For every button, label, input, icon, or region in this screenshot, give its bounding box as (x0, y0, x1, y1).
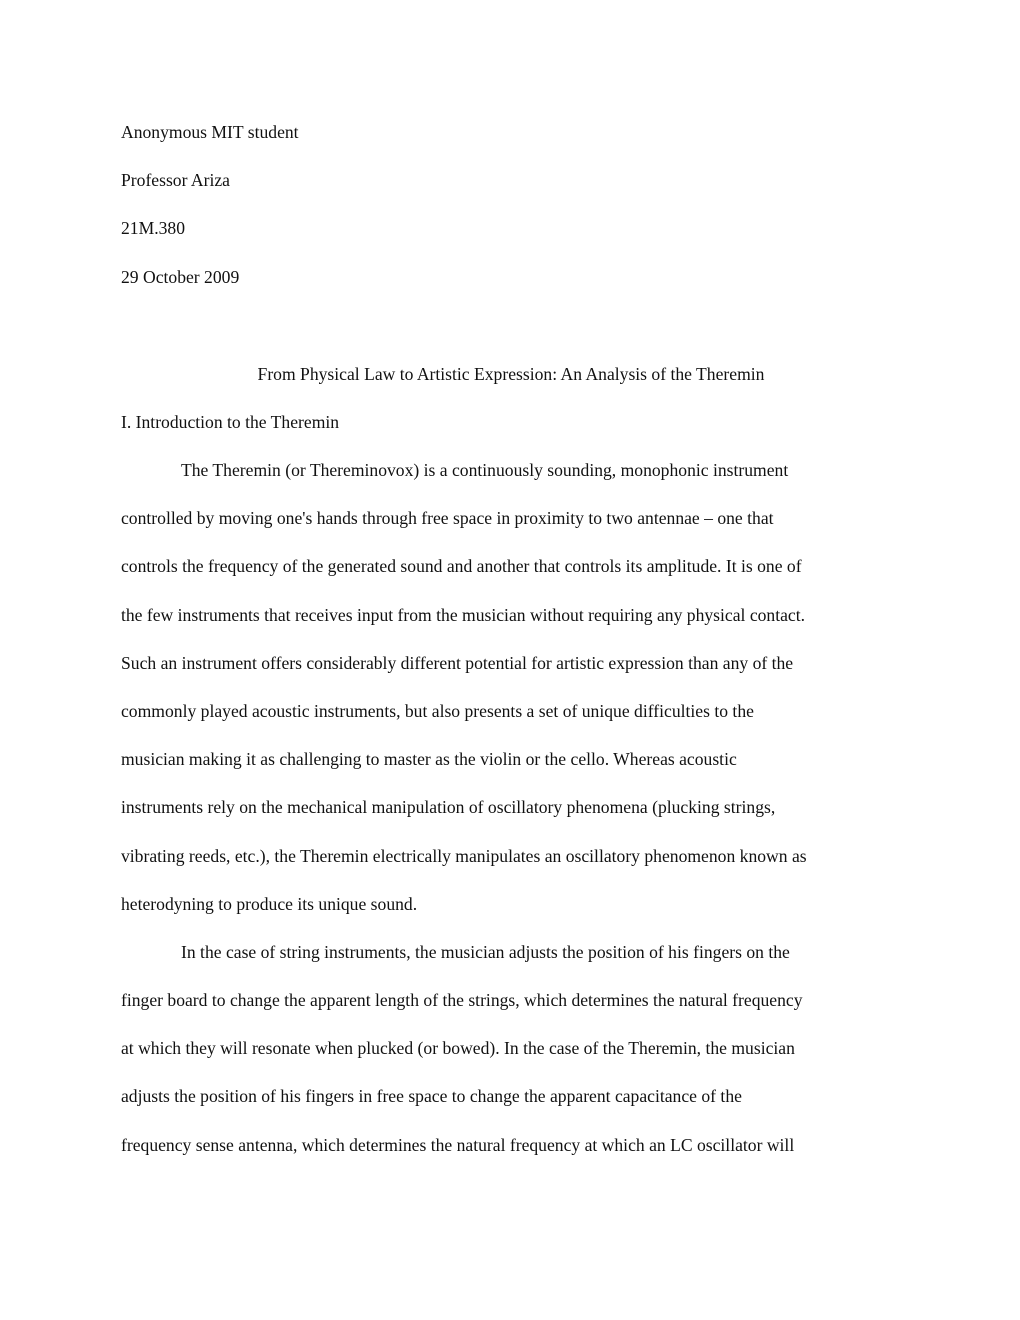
date-line: 29 October 2009 (121, 266, 240, 287)
text-line: Such an instrument offers considerably different potential for artistic expression than any of the (121, 652, 794, 673)
text-line: instruments rely on the mechanical manipulation of oscillatory phenomena (plucking strings, (121, 797, 776, 818)
body-text (121, 446, 921, 1169)
text-line: In the case of string instruments, the musician adjusts the position of his fingers on the (181, 941, 790, 962)
text-line: at which they will resonate when plucked (or bowed). In the case of the Theremin, the musician (121, 1038, 795, 1059)
professor-line: Professor Ariza (121, 170, 230, 191)
text-line: adjusts the position of his fingers in free space to change the apparent capacitance of the (121, 1086, 742, 1107)
text-line: commonly played acoustic instruments, but also presents a set of unique difficulties to the (121, 700, 754, 721)
paragraph-1 (121, 446, 921, 928)
text-line: heterodyning to produce its unique sound. (121, 893, 418, 914)
section-heading: I. Introduction to the Theremin (121, 412, 340, 432)
course-line: 21M.380 (121, 218, 186, 239)
text-line: vibrating reeds, etc.), the Theremin electrically manipulates an oscillatory phenomenon known as (121, 845, 807, 866)
text-line: controlled by moving one's hands through free space in proximity to two antennae – one that (121, 508, 774, 529)
document-header (121, 108, 901, 301)
text-line: controls the frequency of the generated sound and another that controls its amplitude. It is one of (121, 556, 802, 577)
text-line: the few instruments that receives input from the musician without requiring any physical contact. (121, 604, 806, 625)
paragraph-2 (121, 928, 921, 1169)
text-line: frequency sense antenna, which determines the natural frequency at which an LC oscillator will (121, 1134, 795, 1155)
author-line: Anonymous MIT student (121, 122, 299, 142)
text-line: finger board to change the apparent length of the strings, which determines the natural frequency (121, 990, 803, 1011)
text-line: The Theremin (or Thereminovox) is a continuously sounding, monophonic instrument (181, 460, 789, 480)
document-title: From Physical Law to Artistic Expression: An Analysis of the Theremin (257, 364, 765, 384)
text-line: musician making it as challenging to master as the violin or the cello. Whereas acoustic (121, 749, 737, 770)
